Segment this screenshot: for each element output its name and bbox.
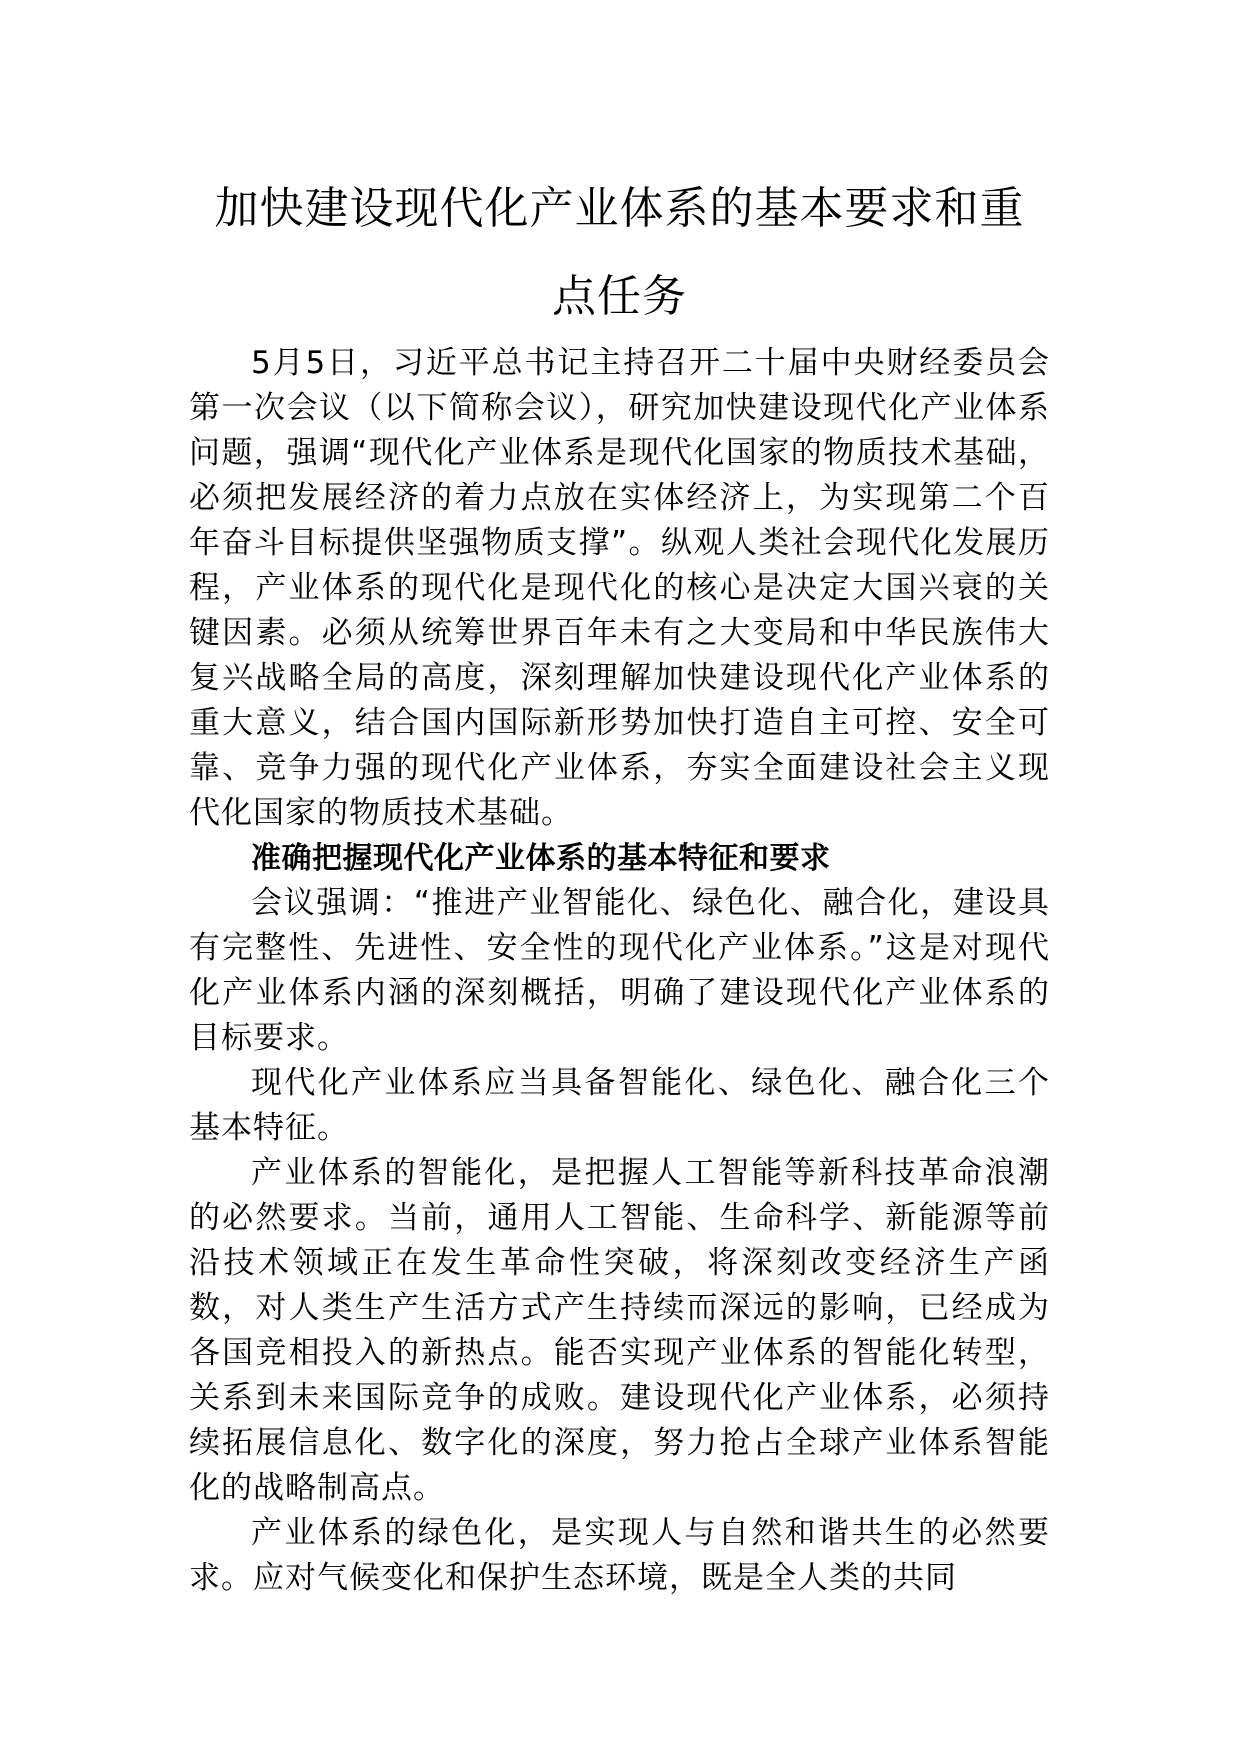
paragraph-intelligent: 产业体系的智能化，是把握人工智能等新科技革命浪潮的必然要求。当前，通用人工智能、生命科学、新能源等前沿技术领域正在发生革命性突破，将深刻改变经济生产函数，对人类生产生活方式产生持续而深远的影响，已经成为各国竞相投入的新热点。能否实现产业体系的智能化转型，关系到未来国际竞争的成败。建设现代化产业体系，必须持续拓展信息化、数字化的深度，努力抢占全球产业体系智能化的战略制高点。	[189, 1155, 1050, 1506]
section-heading: 准确把握现代化产业体系的基本特征和要求	[251, 841, 831, 876]
paragraph-green: 产业体系的绿色化，是实现人与自然和谐共生的必然要求。应对气候变化和保护生态环境，既是全人类的共同	[189, 1515, 1050, 1596]
paragraph-three-features: 现代化产业体系应当具备智能化、绿色化、融合化三个基本特征。	[189, 1065, 1050, 1146]
document-body	[189, 165, 1050, 1601]
document-title	[189, 165, 1050, 341]
paragraph-meeting-emphasis: 会议强调：“推进产业智能化、绿色化、融合化，建设具有完整性、先进性、安全性的现代化产业体系。”这是对现代化产业体系内涵的深刻概括，明确了建设现代化产业体系的目标要求。	[189, 885, 1050, 1056]
intro-paragraph: 5月5日，习近平总书记主持召开二十届中央财经委员会第一次会议（以下简称会议），研究加快建设现代化产业体系问题，强调“现代化产业体系是现代化国家的物质技术基础，必须把发展经济的着力点放在实体经济上，为实现第二个百年奋斗目标提供坚强物质支撑”。纵观人类社会现代化发展历程，产业体系的现代化是现代化的核心是决定大国兴衰的关键因素。必须从统筹世界百年未有之大变局和中华民族伟大复兴战略全局的高度，深刻理解加快建设现代化产业体系的重大意义，结合国内国际新形势加快打造自主可控、安全可靠、竞争力强的现代化产业体系，夯实全面建设社会主义现代化国家的物质技术基础。	[189, 345, 1050, 831]
title-line-1: 加快建设现代化产业体系的基本要求和重	[214, 183, 1025, 234]
title-line-2: 点任务	[552, 271, 687, 322]
